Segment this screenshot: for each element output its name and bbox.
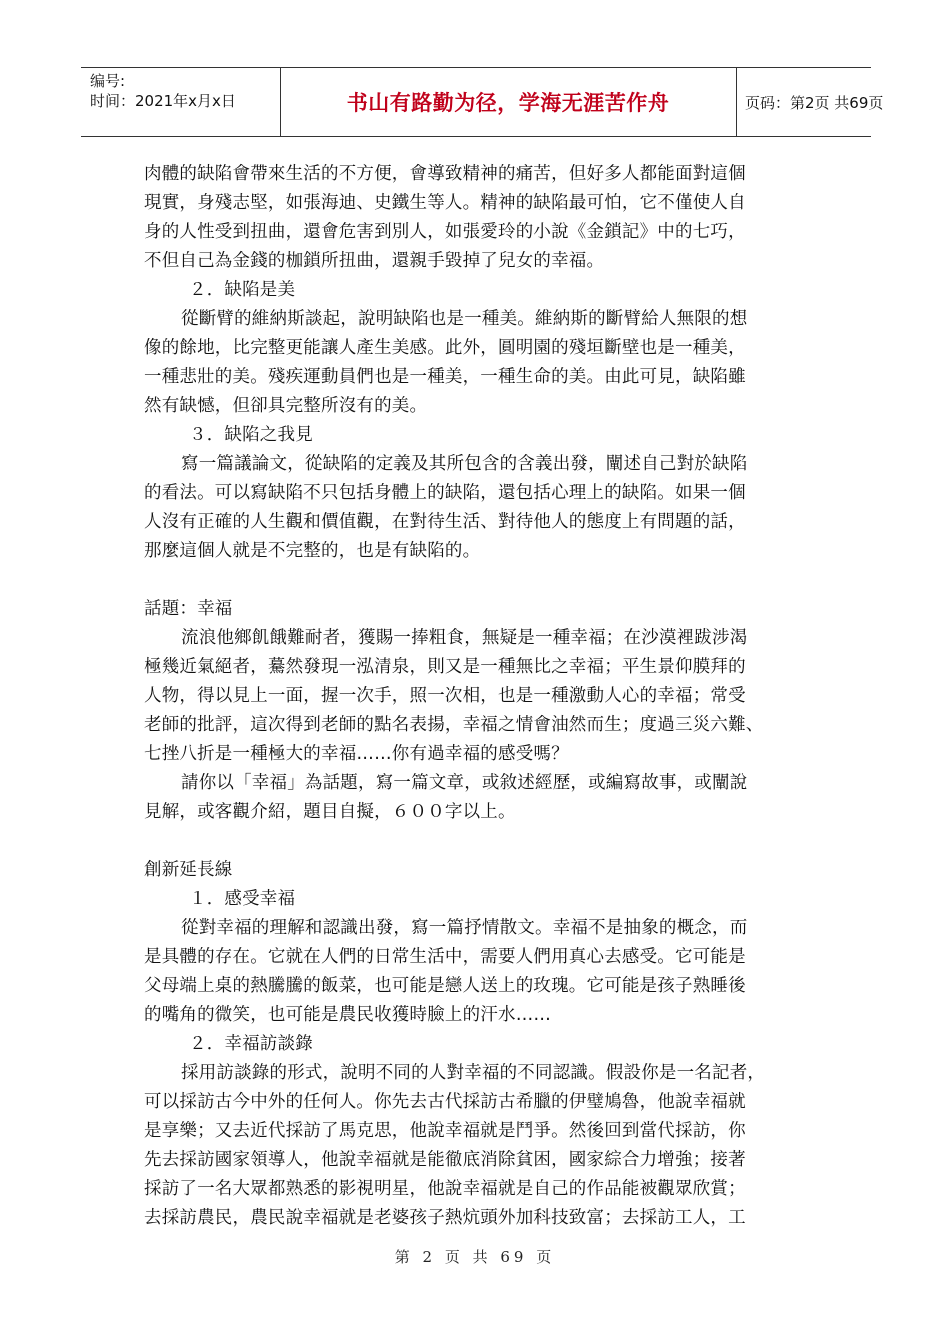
text-line: 一種悲壯的美。殘疾運動員們也是一種美，一種生命的美。由此可見，缺陷雖 <box>144 367 746 387</box>
text-line: 創新延長線 <box>144 860 233 880</box>
text-line: ２．缺陷是美 <box>189 280 296 300</box>
text-line: 是具體的存在。它就在人們的日常生活中，需要人們用真心去感受。它可能是 <box>144 947 746 967</box>
text-line: 是享樂；又去近代採訪了馬克思，他說幸福就是鬥爭。然後回到當代採訪，你 <box>144 1121 746 1141</box>
page-footer: 第 2 页 共 69 页 <box>394 1248 556 1266</box>
text-line: 現實，身殘志堅，如張海迪、史鐵生等人。精神的缺陷最可怕，它不僅使人自 <box>144 193 746 213</box>
document-body <box>144 160 814 1233</box>
text-line: 然有缺憾，但卻具完整所沒有的美。 <box>144 396 428 416</box>
text-line: 極幾近氣絕者，驀然發現一泓清泉，則又是一種無比之幸福；平生景仰膜拜的 <box>144 657 746 677</box>
text-line: 人物，得以見上一面，握一次手，照一次相，也是一種激動人心的幸福；常受 <box>144 686 746 706</box>
number-label: 编号: <box>90 72 126 90</box>
header-meta <box>81 68 281 136</box>
text-line: 採用訪談錄的形式，說明不同的人對幸福的不同認識。假設你是一名記者， <box>181 1063 766 1083</box>
text-line: 父母端上桌的熱騰騰的飯菜，也可能是戀人送上的玫瑰。它可能是孩子熟睡後 <box>144 976 746 996</box>
header-page-cell <box>736 68 884 136</box>
text-line: 請你以「幸福」為話題，寫一篇文章，或敘述經歷，或編寫故事，或闡說 <box>181 773 748 793</box>
date-label: 时间：2021年x月x日 <box>90 92 236 110</box>
text-line: 人沒有正確的人生觀和價值觀，在對待生活、對待他人的態度上有問題的話， <box>144 512 746 532</box>
text-line: ３．缺陷之我見 <box>189 425 313 445</box>
text-line: 可以採訪古今中外的任何人。你先去古代採訪古希臘的伊璧鳩魯，他說幸福就 <box>144 1092 746 1112</box>
text-line: ２．幸福訪談錄 <box>189 1034 313 1054</box>
page-header <box>81 67 884 137</box>
text-line: 先去採訪國家領導人，他說幸福就是能徹底消除貧困，國家綜合力增強；接著 <box>144 1150 746 1170</box>
motto: 书山有路勤为径，学海无涯苦作舟 <box>346 91 670 115</box>
text-line: １．感受幸福 <box>189 889 296 909</box>
text-line: 老師的批評，這次得到老師的點名表揚，幸福之情會油然而生；度過三災六難、 <box>144 715 764 735</box>
paragraph-gap <box>144 566 814 595</box>
text-line: 的嘴角的微笑，也可能是農民收獲時臉上的汗水…… <box>144 1005 552 1025</box>
text-line: 不但自己為金錢的枷鎖所扭曲，還親手毀掉了兒女的幸福。 <box>144 251 605 271</box>
text-line: 七挫八折是一種極大的幸福……你有過幸福的感受嗎？ <box>144 744 569 764</box>
text-line: 去採訪農民，農民說幸福就是老婆孩子熱炕頭外加科技致富；去採訪工人，工 <box>144 1208 746 1228</box>
page-info: 页码：第2页 共69页 <box>745 93 884 112</box>
text-line: 採訪了一名大眾都熟悉的影視明星，他說幸福就是自己的作品能被觀眾欣賞； <box>144 1179 746 1199</box>
text-line: 流浪他鄉飢餓難耐者，獲賜一捧粗食，無疑是一種幸福；在沙漠裡跋涉渴 <box>181 628 748 648</box>
text-line: 肉體的缺陷會帶來生活的不方便，會導致精神的痛苦，但好多人都能面對這個 <box>144 164 746 184</box>
text-line: 從斷臂的維納斯談起，說明缺陷也是一種美。維納斯的斷臂給人無限的想 <box>181 309 748 329</box>
text-line: 像的餘地，比完整更能讓人產生美感。此外，圓明園的殘垣斷壁也是一種美， <box>144 338 746 358</box>
header-motto-cell <box>280 68 737 136</box>
paragraph-gap <box>144 827 814 856</box>
text-line: 那麼這個人就是不完整的，也是有缺陷的。 <box>144 541 481 561</box>
text-line: 身的人性受到扭曲，還會危害到別人，如張愛玲的小說《金鎖記》中的七巧， <box>144 222 746 242</box>
text-line: 寫一篇議論文，從缺陷的定義及其所包含的含義出發，闡述自己對於缺陷 <box>181 454 748 474</box>
text-line: 話題：幸福 <box>144 599 233 619</box>
text-line: 從對幸福的理解和認識出發，寫一篇抒情散文。幸福不是抽象的概念，而 <box>181 918 748 938</box>
text-line: 的看法。可以寫缺陷不只包括身體上的缺陷，還包括心理上的缺陷。如果一個 <box>144 483 746 503</box>
text-line: 見解，或客觀介紹，題目自擬，６００字以上。 <box>144 802 516 822</box>
